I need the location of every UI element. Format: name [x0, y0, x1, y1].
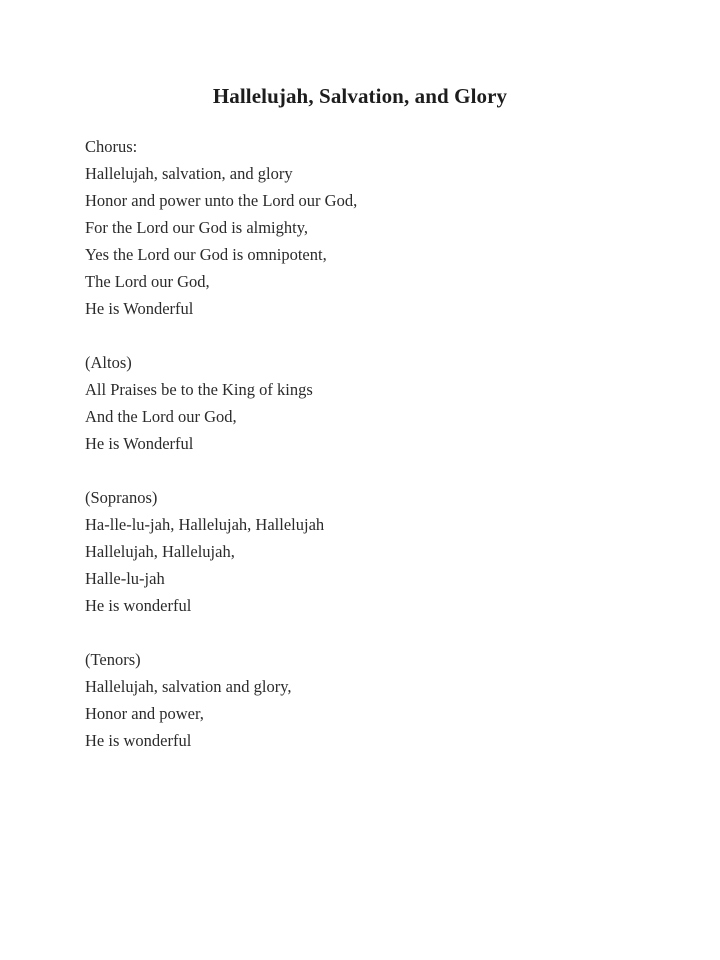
stanza-heading: (Tenors)	[85, 650, 141, 669]
lyric-line: Hallelujah, salvation, and glory	[85, 164, 293, 183]
lyrics-body	[85, 133, 625, 754]
stanza-heading: (Sopranos)	[85, 488, 158, 507]
lyric-line: The Lord our God,	[85, 272, 210, 291]
stanza	[85, 484, 625, 619]
lyric-line: He is Wonderful	[85, 434, 194, 453]
lyric-line: Halle-lu-jah	[85, 569, 165, 588]
page-title: Hallelujah, Salvation, and Glory	[212, 84, 508, 108]
lyric-line: He is Wonderful	[85, 299, 194, 318]
stanza	[85, 349, 625, 457]
lyric-line: All Praises be to the King of kings	[85, 380, 313, 399]
lyric-line: And the Lord our God,	[85, 407, 237, 426]
stanza-heading: Chorus:	[85, 137, 138, 156]
lyric-line: He is wonderful	[85, 731, 192, 750]
stanza	[85, 133, 625, 322]
lyric-line: Ha-lle-lu-jah, Hallelujah, Hallelujah	[85, 515, 325, 534]
lyric-line: For the Lord our God is almighty,	[85, 218, 309, 237]
lyric-line: He is wonderful	[85, 596, 192, 615]
lyric-line: Honor and power,	[85, 704, 204, 723]
stanza	[85, 646, 625, 754]
lyric-line: Yes the Lord our God is omnipotent,	[85, 245, 327, 264]
lyric-line: Honor and power unto the Lord our God,	[85, 191, 358, 210]
stanza-heading: (Altos)	[85, 353, 132, 372]
lyric-line: Hallelujah, salvation and glory,	[85, 677, 292, 696]
lyric-line: Hallelujah, Hallelujah,	[85, 542, 235, 561]
